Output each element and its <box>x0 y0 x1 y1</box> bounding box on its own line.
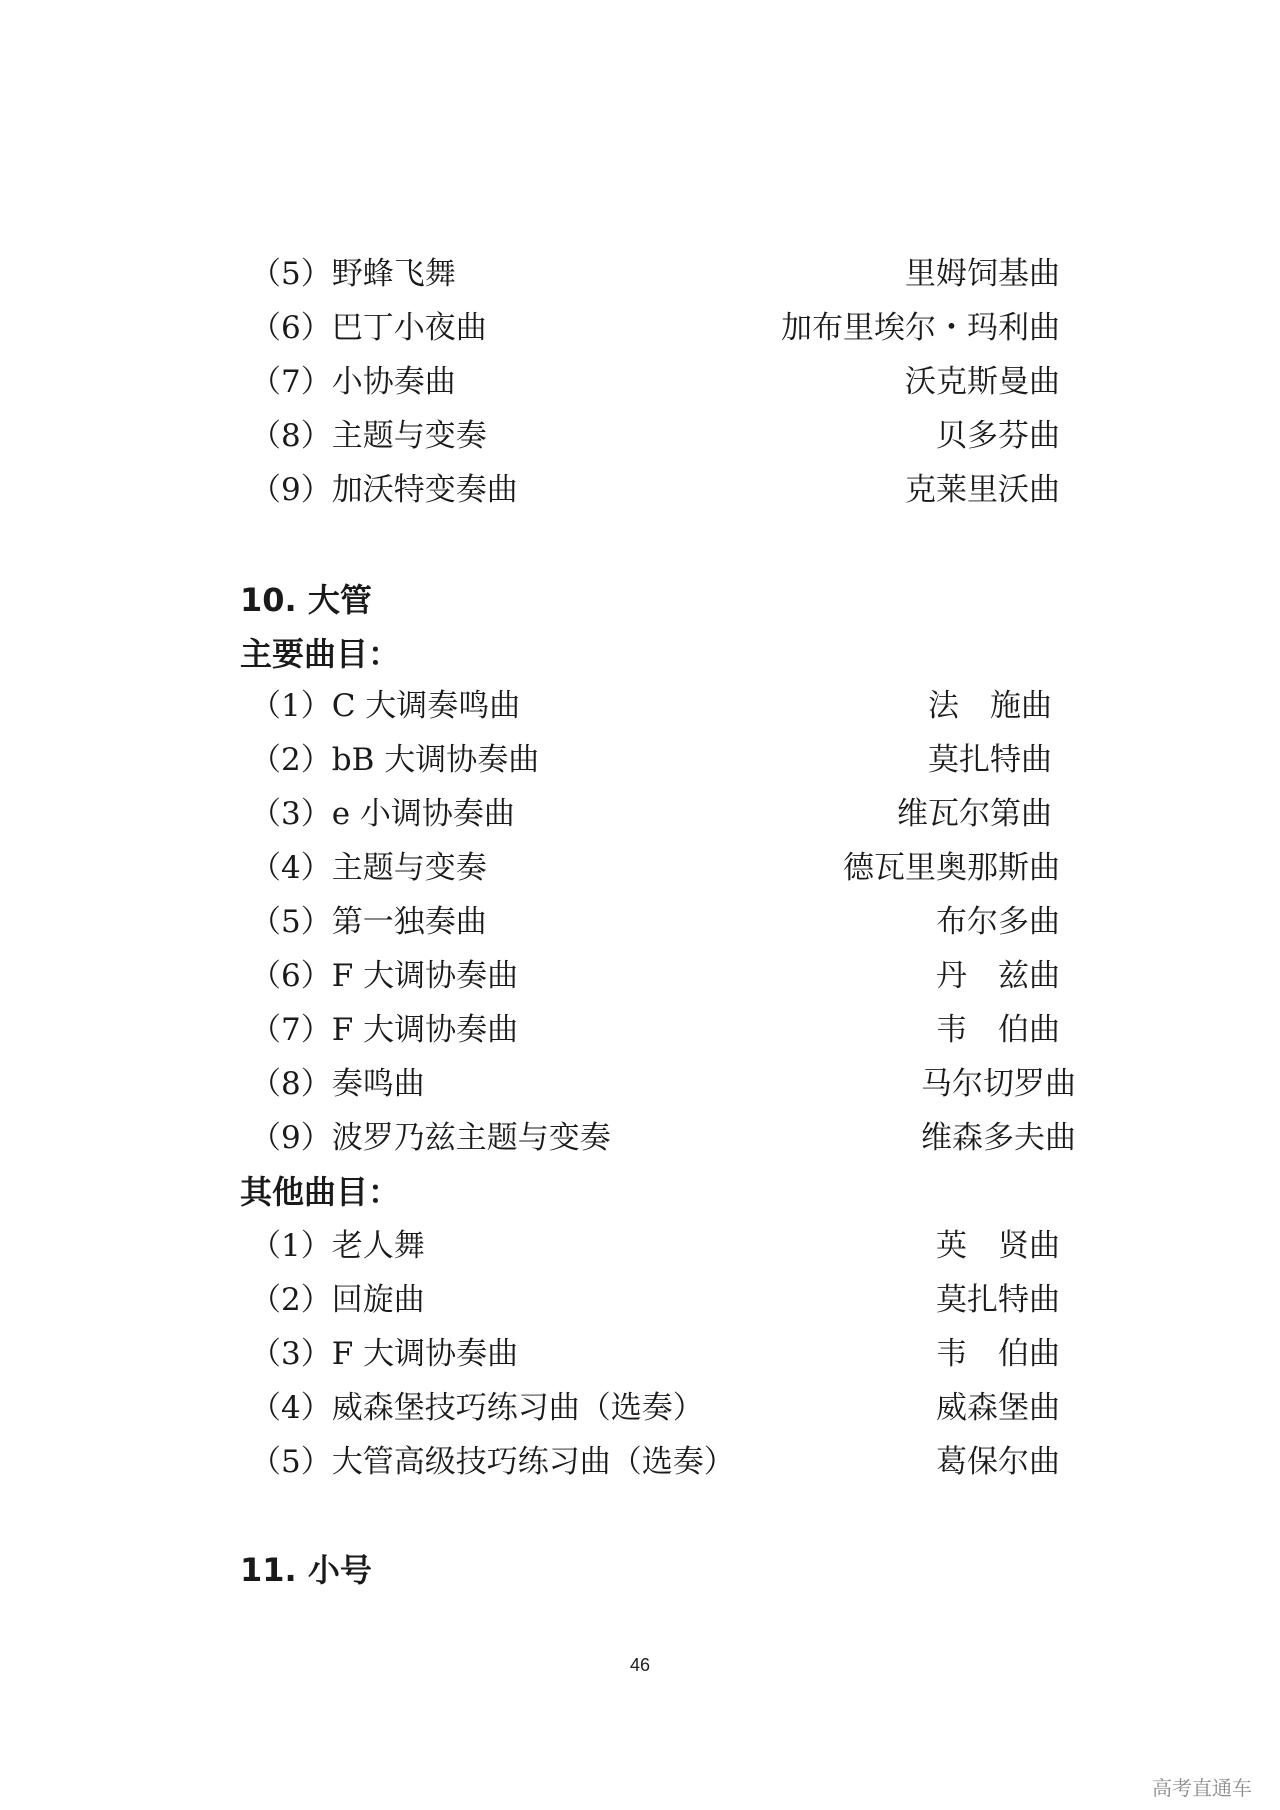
watermark: 高考直通车 <box>1152 1776 1252 1800</box>
list-item <box>250 1334 1080 1374</box>
composer: 维森多夫曲 <box>921 1120 1076 1156</box>
piece-title: （3）e 小调协奏曲 <box>250 796 515 832</box>
composer: 韦 伯曲 <box>936 1336 1060 1372</box>
piece-title: （1）C 大调奏鸣曲 <box>250 688 521 724</box>
list-item <box>250 956 1080 996</box>
list-item <box>250 254 1080 294</box>
composer: 维瓦尔第曲 <box>897 796 1052 832</box>
list-item <box>250 362 1080 402</box>
list-item <box>250 1010 1080 1050</box>
composer: 葛保尔曲 <box>936 1444 1060 1480</box>
page-number: 46 <box>629 1655 651 1675</box>
composer: 马尔切罗曲 <box>921 1066 1076 1102</box>
piece-title: （6）巴丁小夜曲 <box>250 310 487 346</box>
piece-title: （8）奏鸣曲 <box>250 1066 425 1102</box>
list-item <box>250 1064 1080 1104</box>
composer: 里姆饲基曲 <box>905 256 1060 292</box>
subsection-heading: 其他曲目： <box>240 1173 401 1211</box>
list-item <box>250 1388 1080 1428</box>
list-item <box>250 1226 1080 1266</box>
composer: 韦 伯曲 <box>936 1012 1060 1048</box>
composer: 布尔多曲 <box>936 904 1060 940</box>
list-item <box>250 902 1080 942</box>
piece-title: （4）威森堡技巧练习曲（选奏） <box>250 1390 704 1426</box>
piece-title: （1）老人舞 <box>250 1228 425 1264</box>
list-item <box>250 1118 1080 1158</box>
composer: 莫扎特曲 <box>936 1282 1060 1318</box>
piece-title: （2）回旋曲 <box>250 1282 425 1318</box>
list-item <box>250 1442 1080 1482</box>
piece-title: （5）野蜂飞舞 <box>250 256 456 292</box>
list-item <box>250 740 1080 780</box>
piece-title: （6）F 大调协奏曲 <box>250 958 519 994</box>
piece-title: （7）小协奏曲 <box>250 364 456 400</box>
composer: 沃克斯曼曲 <box>905 364 1060 400</box>
section-title: 10. 大管 <box>240 581 372 619</box>
list-item <box>250 848 1080 888</box>
piece-title: （8）主题与变奏 <box>250 418 487 454</box>
piece-title: （3）F 大调协奏曲 <box>250 1336 519 1372</box>
composer: 加布里埃尔・玛利曲 <box>781 310 1060 346</box>
list-item <box>250 416 1080 456</box>
list-item <box>250 1280 1080 1320</box>
piece-title: （7）F 大调协奏曲 <box>250 1012 519 1048</box>
list-item <box>250 686 1080 726</box>
composer: 丹 兹曲 <box>936 958 1060 994</box>
piece-title: （9）加沃特变奏曲 <box>250 472 518 508</box>
list-item <box>250 470 1080 510</box>
composer: 贝多芬曲 <box>936 418 1060 454</box>
list-item <box>250 794 1080 834</box>
composer: 威森堡曲 <box>936 1390 1060 1426</box>
composer: 英 贤曲 <box>936 1228 1060 1264</box>
composer: 克莱里沃曲 <box>905 472 1060 508</box>
list-item <box>250 308 1080 348</box>
piece-title: （5）大管高级技巧练习曲（选奏） <box>250 1444 735 1480</box>
piece-title: （9）波罗乃兹主题与变奏 <box>250 1120 611 1156</box>
section-title: 11. 小号 <box>240 1551 372 1589</box>
piece-title: （5）第一独奏曲 <box>250 904 487 940</box>
composer: 莫扎特曲 <box>928 742 1052 778</box>
piece-title: （4）主题与变奏 <box>250 850 487 886</box>
piece-title: （2）bB 大调协奏曲 <box>250 742 540 778</box>
subsection-heading: 主要曲目： <box>240 635 401 673</box>
composer: 德瓦里奥那斯曲 <box>843 850 1060 886</box>
composer: 法 施曲 <box>928 688 1052 724</box>
